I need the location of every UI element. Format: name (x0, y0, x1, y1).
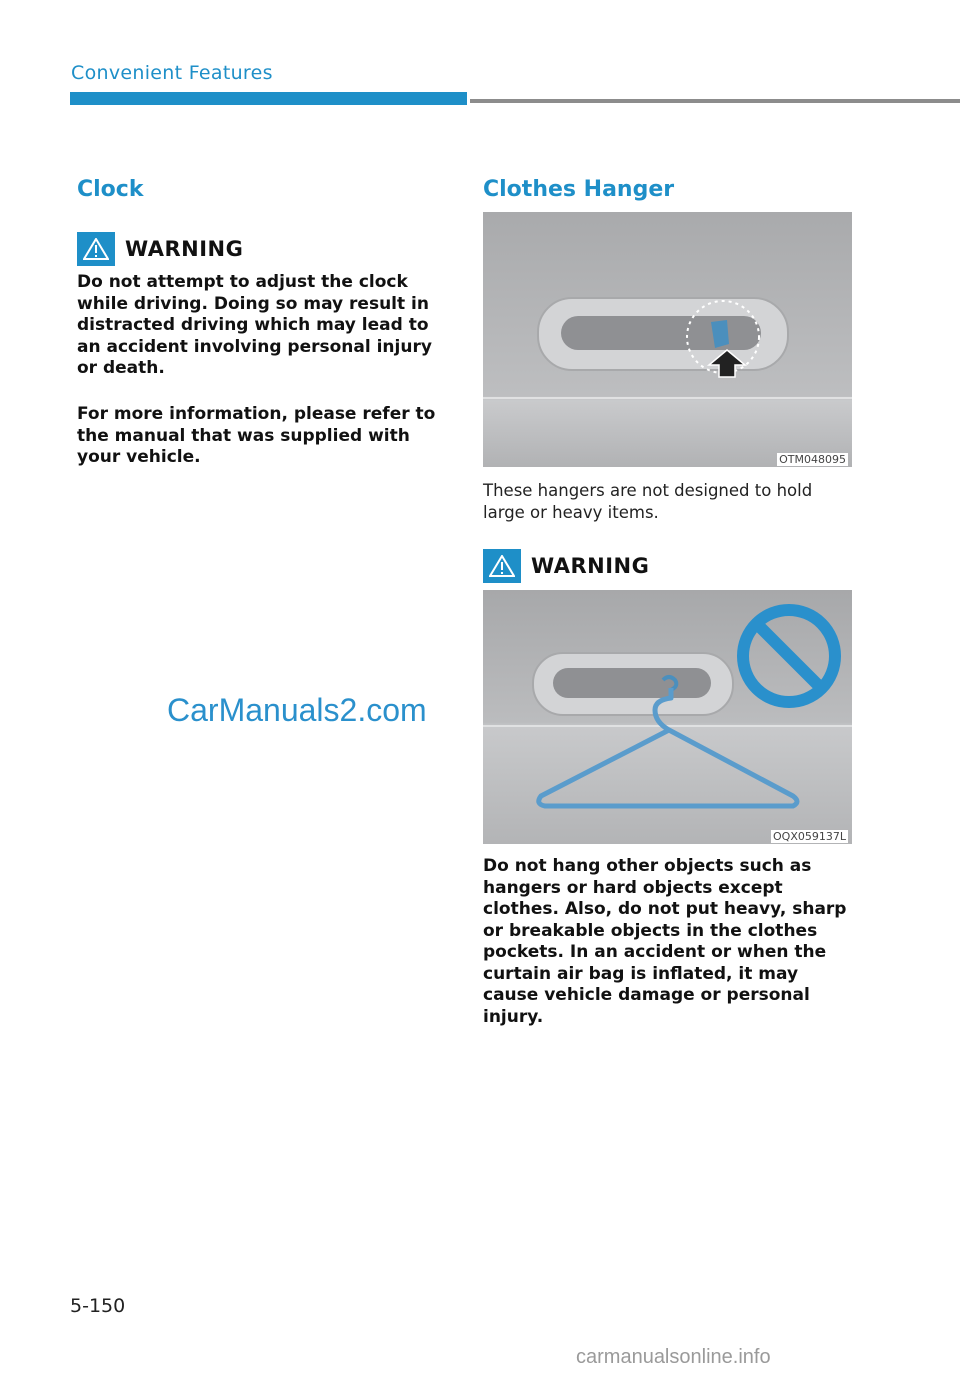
hanger-figure-1 (483, 212, 852, 467)
header-bar-accent (70, 92, 467, 105)
warning-label: WARNING (125, 237, 244, 261)
page-number: 5-150 (70, 1295, 126, 1317)
hanger-figure-2 (483, 590, 852, 844)
header-bar-divider (470, 99, 960, 103)
clock-warning-text: Do not attempt to adjust the clock while driving. Doing so may result in distracted driving which may lead to an accident involving personal injury or death. (77, 272, 432, 378)
hanger-caption: These hangers are not designed to hold large or heavy items. (483, 481, 813, 522)
hanger-warning-text: Do not hang other objects such as hangers or hard objects except clothes. Also, do not put heavy, sharp or breakable objects in the clothes pockets. In an accident or when the curtain air bag is inflated, it may cause vehicle damage or personal injury. (483, 856, 847, 1027)
warning-triangle-icon (483, 549, 521, 583)
clock-section-title: Clock (77, 177, 144, 202)
clock-info-text: For more information, please refer to the manual that was supplied with your vehicle. (77, 404, 436, 467)
figure-code: OQX059137L (773, 830, 846, 843)
clock-warning-header (77, 232, 243, 266)
hanger-warning-header (483, 549, 649, 583)
running-header: Convenient Features (71, 62, 273, 84)
warning-triangle-icon (77, 232, 115, 266)
hanger-section-title: Clothes Hanger (483, 177, 675, 202)
figure-code: OTM048095 (779, 453, 846, 466)
warning-label: WARNING (531, 554, 650, 578)
site-watermark: CarManuals2.com (167, 692, 427, 728)
footer-watermark: carmanualsonline.info (576, 1346, 771, 1368)
